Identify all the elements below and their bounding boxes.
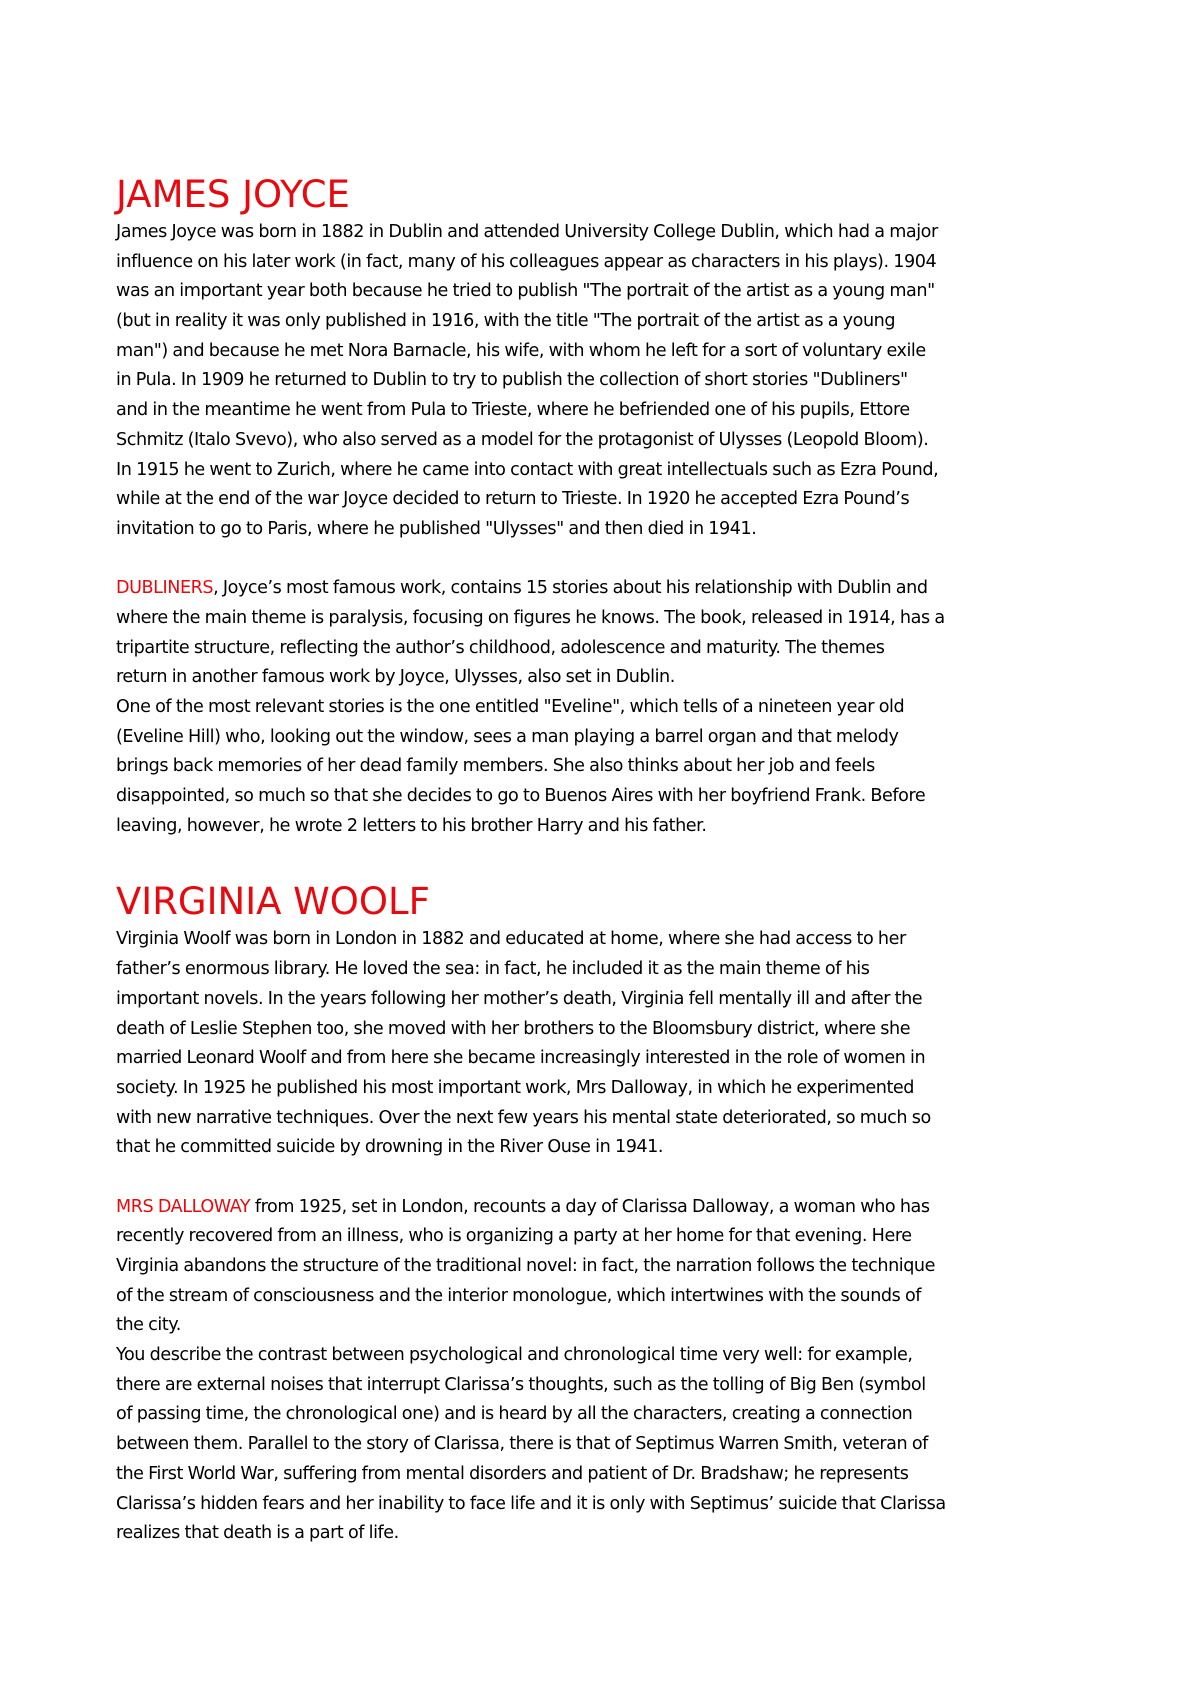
text-line bbox=[116, 1193, 1106, 1223]
text-line: married Leonard Woolf and from here she became increasingly interested in the role of women in bbox=[116, 1048, 926, 1069]
section-spacer bbox=[116, 841, 1106, 879]
paragraph-spacer bbox=[116, 545, 1106, 575]
document-page bbox=[116, 172, 1106, 1549]
dubliners-title: DUBLINERS bbox=[116, 578, 214, 599]
text-line: influence on his later work (in fact, many of his colleagues appear as characters in his plays). 1904 bbox=[116, 251, 937, 272]
text-line: that he committed suicide by drowning in the River Ouse in 1941. bbox=[116, 1137, 664, 1158]
mrs-dalloway-paragraph bbox=[116, 1193, 1106, 1549]
joyce-heading: JAMES JOYCE bbox=[116, 173, 350, 216]
text-line: and in the meantime he went from Pula to Trieste, where he befriended one of his pupils, Ettore bbox=[116, 400, 910, 421]
text-line: realizes that death is a part of life. bbox=[116, 1523, 399, 1544]
text-line: (but in reality it was only published in 1916, with the title "The portrait of the artist as a young bbox=[116, 311, 896, 332]
text-line: there are external noises that interrupt Clarissa’s thoughts, such as the tolling of Big Ben (symbol bbox=[116, 1374, 926, 1395]
joyce-bio-paragraph bbox=[116, 218, 1106, 545]
text-line: of passing time, the chronological one) and is heard by all the characters, creating a connection bbox=[116, 1404, 913, 1425]
woolf-bio-paragraph bbox=[116, 925, 1106, 1163]
text-line: recently recovered from an illness, who is organizing a party at her home for that evening. Here bbox=[116, 1226, 912, 1247]
text-line: invitation to go to Paris, where he published "Ulysses" and then died in 1941. bbox=[116, 518, 757, 539]
text-line: In 1915 he went to Zurich, where he came into contact with great intellectuals such as Ezra Pound, bbox=[116, 459, 939, 480]
dubliners-paragraph bbox=[116, 574, 1106, 841]
text-line: leaving, however, he wrote 2 letters to his brother Harry and his father. bbox=[116, 815, 707, 836]
text-line bbox=[116, 574, 1106, 604]
text-line: father’s enormous library. He loved the sea: in fact, he included it as the main theme of his bbox=[116, 959, 870, 980]
text-line: You describe the contrast between psychological and chronological time very well: for example, bbox=[116, 1345, 913, 1366]
text-line: (Eveline Hill) who, looking out the window, sees a man playing a barrel organ and that melody bbox=[116, 726, 899, 747]
text-line: Schmitz (Italo Svevo), who also served as a model for the protagonist of Ulysses (Leopold Bloom). bbox=[116, 429, 929, 450]
text-line: Clarissa’s hidden fears and her inability to face life and it is only with Septimus’ suicide that Clarissa bbox=[116, 1493, 946, 1514]
dubliners-first-line: , Joyce’s most famous work, contains 15 stories about his relationship with Dublin and bbox=[213, 578, 928, 599]
text-line: brings back memories of her dead family members. She also thinks about her job and feels bbox=[116, 756, 875, 777]
mrs-dalloway-title: MRS DALLOWAY bbox=[116, 1196, 251, 1217]
text-line: where the main theme is paralysis, focusing on figures he knows. The book, released in 1914, has a bbox=[116, 607, 945, 628]
text-line: was an important year both because he tried to publish "The portrait of the artist as a young man" bbox=[116, 281, 935, 302]
text-line: while at the end of the war Joyce decided to return to Trieste. In 1920 he accepted Ezra Pound’s bbox=[116, 489, 910, 510]
text-line: society. In 1925 he published his most important work, Mrs Dalloway, in which he experimented bbox=[116, 1077, 915, 1098]
woolf-heading: VIRGINIA WOOLF bbox=[116, 880, 430, 924]
paragraph-spacer bbox=[116, 1163, 1106, 1193]
text-line: important novels. In the years following her mother’s death, Virginia fell mentally ill and after the bbox=[116, 988, 923, 1009]
text-line: Virginia Woolf was born in London in 1882 and educated at home, where she had access to her bbox=[116, 929, 906, 950]
text-line: James Joyce was born in 1882 in Dublin and attended University College Dublin, which had a major bbox=[116, 222, 938, 242]
text-line: disappointed, so much so that she decides to go to Buenos Aires with her boyfriend Frank. Before bbox=[116, 786, 926, 807]
text-line: in Pula. In 1909 he returned to Dublin to try to publish the collection of short stories "Dubliners" bbox=[116, 370, 908, 391]
text-line: return in another famous work by Joyce, Ulysses, also set in Dublin. bbox=[116, 667, 675, 688]
text-line: of the stream of consciousness and the interior monologue, which intertwines with the sounds of bbox=[116, 1285, 922, 1306]
mrs-dalloway-first-line: from 1925, set in London, recounts a day of Clarissa Dalloway, a woman who has bbox=[250, 1196, 930, 1217]
text-line: the First World War, suffering from mental disorders and patient of Dr. Bradshaw; he represents bbox=[116, 1463, 909, 1484]
text-line: tripartite structure, reflecting the author’s childhood, adolescence and maturity. The themes bbox=[116, 637, 885, 658]
text-line: One of the most relevant stories is the one entitled "Eveline", which tells of a nineteen year old bbox=[116, 697, 905, 717]
text-line: man") and because he met Nora Barnacle, his wife, with whom he left for a sort of voluntary exile bbox=[116, 340, 926, 361]
text-line: the city. bbox=[116, 1315, 181, 1336]
text-line: with new narrative techniques. Over the next few years his mental state deteriorated, so much so bbox=[116, 1107, 931, 1128]
text-line: between them. Parallel to the story of Clarissa, there is that of Septimus Warren Smith, veteran of bbox=[116, 1434, 928, 1455]
text-line: death of Leslie Stephen too, she moved with her brothers to the Bloomsbury district, where she bbox=[116, 1018, 911, 1039]
text-line: Virginia abandons the structure of the traditional novel: in fact, the narration follows the technique bbox=[116, 1256, 935, 1276]
